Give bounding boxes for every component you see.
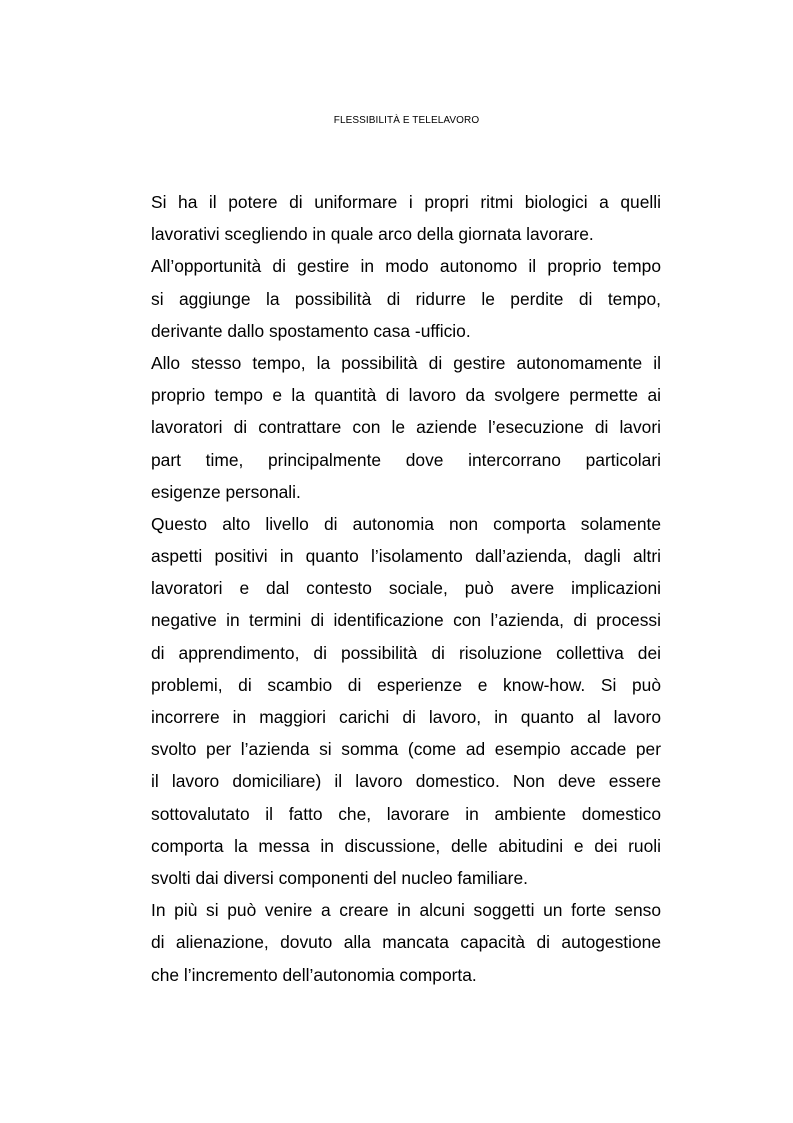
text-line: lavoratori e dal contesto sociale, può avere implicazioni bbox=[151, 578, 661, 599]
text-line: aspetti positivi in quanto l’isolamento dall’azienda, dagli altri bbox=[151, 546, 661, 567]
text-line: problemi, di scambio di esperienze e know-how. Si può bbox=[151, 674, 661, 695]
text-line: di apprendimento, di possibilità di risoluzione collettiva dei bbox=[151, 642, 661, 663]
text-line: Si ha il potere di uniformare i propri ritmi biologici a quelli bbox=[151, 192, 661, 212]
body-text bbox=[151, 186, 661, 991]
text-line: part time, principalmente dove intercorrano particolari bbox=[151, 449, 661, 470]
text-line: lavoratori di contrattare con le aziende l’esecuzione di lavori bbox=[151, 417, 661, 438]
text-line: esigenze personali. bbox=[151, 481, 301, 502]
text-line: lavorativi scegliendo in quale arco della giornata lavorare. bbox=[151, 224, 594, 245]
running-header: FLESSIBILITÀ E TELELAVORO bbox=[333, 115, 480, 126]
text-line: incorrere in maggiori carichi di lavoro, in quanto al lavoro bbox=[151, 707, 661, 727]
text-line: si aggiunge la possibilità di ridurre le perdite di tempo, bbox=[151, 288, 661, 309]
text-line: Questo alto livello di autonomia non comporta solamente bbox=[151, 513, 661, 534]
text-line: comporta la messa in discussione, delle abitudini e dei ruoli bbox=[151, 835, 661, 856]
text-line: All’opportunità di gestire in modo autonomo il proprio tempo bbox=[151, 256, 661, 277]
text-line: di alienazione, dovuto alla mancata capacità di autogestione bbox=[151, 932, 661, 953]
text-line: svolti dai diversi componenti del nucleo familiare. bbox=[151, 867, 528, 888]
text-line: svolto per l’azienda si somma (come ad esempio accade per bbox=[151, 739, 661, 760]
text-line: il lavoro domiciliare) il lavoro domestico. Non deve essere bbox=[151, 771, 661, 792]
text-line: sottovalutato il fatto che, lavorare in ambiente domestico bbox=[151, 803, 661, 824]
text-line: negative in termini di identificazione con l’azienda, di processi bbox=[151, 610, 661, 631]
text-line: derivante dallo spostamento casa -ufficio. bbox=[151, 320, 471, 341]
text-line: In più si può venire a creare in alcuni soggetti un forte senso bbox=[151, 900, 661, 921]
text-line: Allo stesso tempo, la possibilità di gestire autonomamente il bbox=[151, 352, 661, 373]
text-line: proprio tempo e la quantità di lavoro da svolgere permette ai bbox=[151, 385, 661, 406]
text-line: che l’incremento dell’autonomia comporta. bbox=[151, 964, 477, 985]
